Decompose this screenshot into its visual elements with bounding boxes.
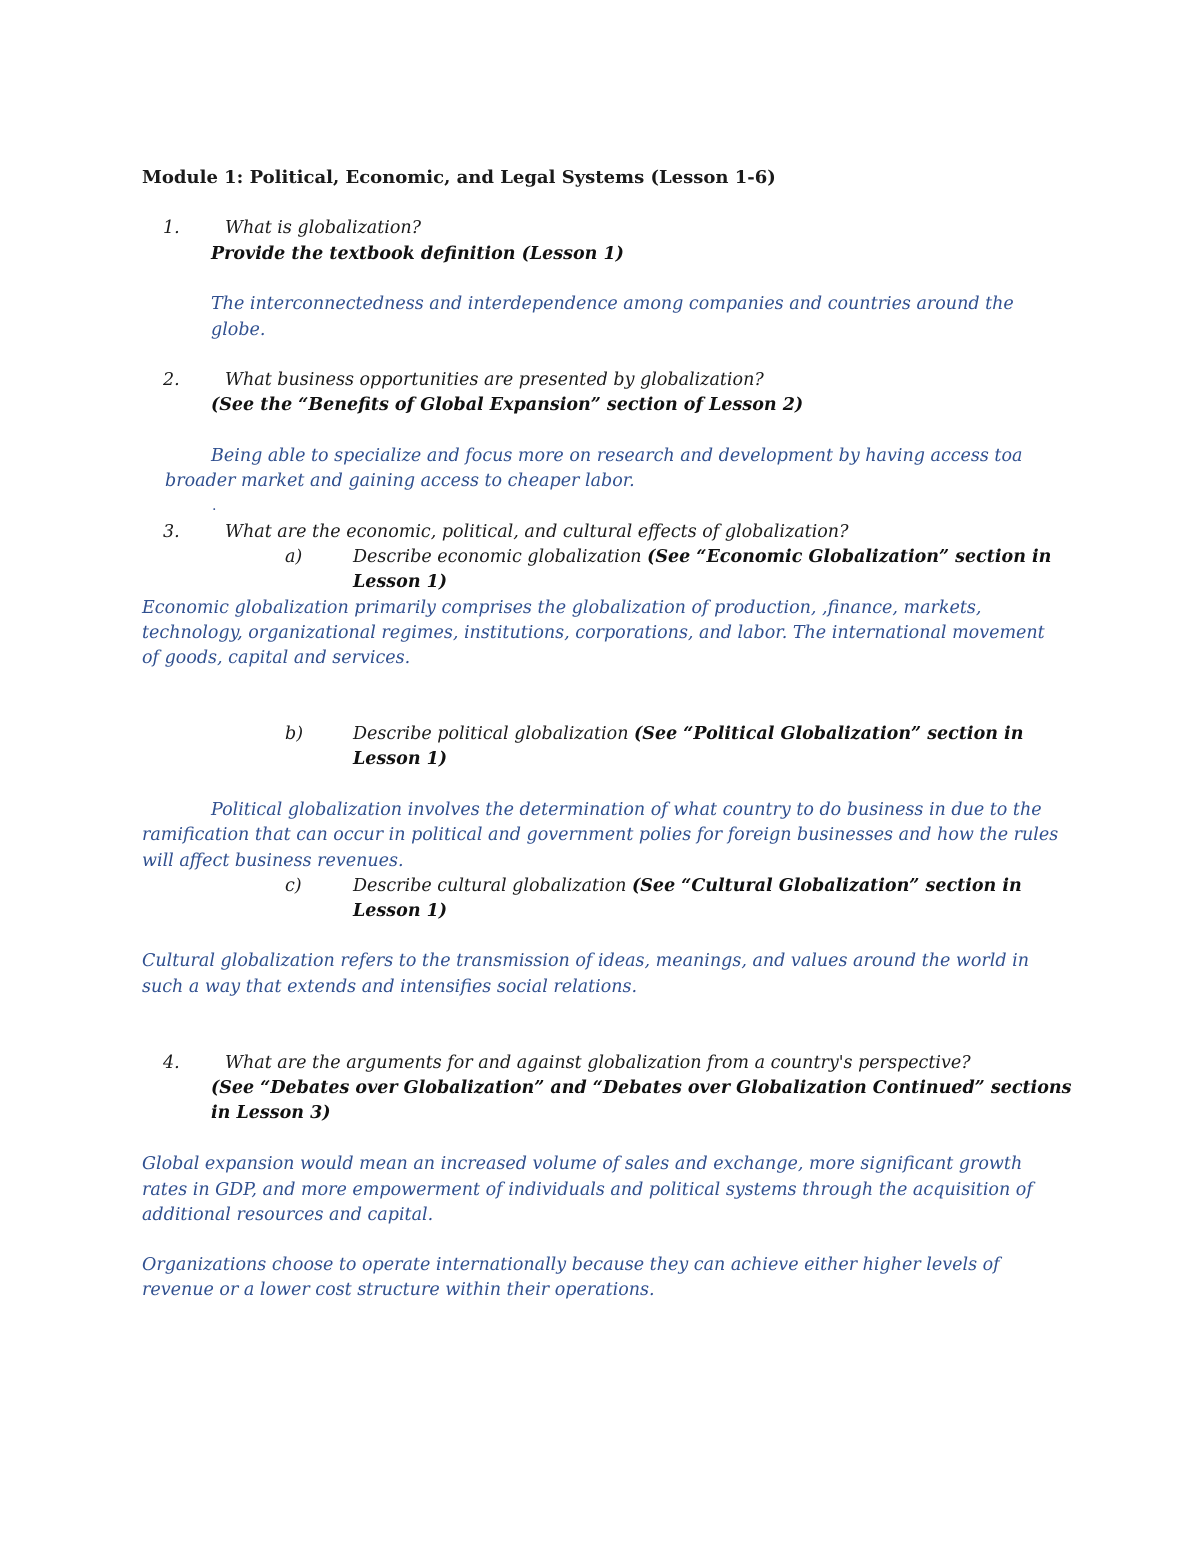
question-1-answer-line: The interconnectedness and interdependence among companies and countries around the (211, 294, 1014, 314)
subquestion-label: a) (285, 547, 303, 567)
document-title: Module 1: Political, Economic, and Legal Systems (Lesson 1-6) (142, 167, 776, 188)
subquestion-hint: (See “Economic Globalization” section in (647, 547, 1052, 567)
subquestion-text: Describe economic globalization (353, 547, 648, 567)
subquestion-a (285, 545, 1051, 569)
question-2-answer-line: Being able to specialize and focus more on research and development by having access toa (211, 446, 1023, 466)
subquestion-label: c) (285, 876, 302, 896)
question-4-answer-line: additional resources and capital. (142, 1205, 434, 1225)
subquestion-b-answer-line: Political globalization involves the determination of what country to do business in due to the (211, 800, 1042, 820)
question-number: 1. (163, 218, 180, 238)
subquestion-hint: (See “Political Globalization” section in (634, 724, 1024, 744)
question-4-answer-line: Organizations choose to operate internationally because they can achieve either higher levels of (142, 1255, 1000, 1275)
question-2-answer-line: broader market and gaining access to cheaper labor. (165, 471, 635, 491)
subquestion-b-answer-line: ramification that can occur in political and government polies for foreign businesses and how the rules (142, 825, 1059, 845)
subquestion-c (285, 874, 1022, 898)
question-1 (163, 216, 421, 240)
question-4-answer-line: Global expansion would mean an increased volume of sales and exchange, more significant growth (142, 1154, 1023, 1174)
subquestion-b (285, 722, 1023, 746)
question-2-hint: (See the “Benefits of Global Expansion” section of Lesson 2) (211, 395, 804, 415)
question-number: 3. (163, 522, 180, 542)
subquestion-b-answer-line: will affect business revenues. (142, 851, 404, 871)
subquestion-c-answer-line: Cultural globalization refers to the transmission of ideas, meanings, and values around the world in (142, 951, 1029, 971)
question-text: What are the arguments for and against globalization from a country's perspective? (225, 1053, 971, 1073)
subquestion-a-answer-line: Economic globalization primarily comprises the globalization of production, ,finance, markets, (142, 598, 982, 618)
question-4-answer-line: rates in GDP, and more empowerment of individuals and political systems through the acquisition of (142, 1180, 1033, 1200)
subquestion-a-answer-line: of goods, capital and services. (142, 648, 411, 668)
subquestion-a-answer-line: technology, organizational regimes, institutions, corporations, and labor. The international movement (142, 623, 1045, 643)
subquestion-hint: (See “Cultural Globalization” section in (632, 876, 1022, 896)
subquestion-hint-continued: Lesson 1) (353, 572, 448, 592)
subquestion-text: Describe political globalization (353, 724, 635, 744)
question-4-hint: in Lesson 3) (211, 1103, 331, 1123)
question-number: 2. (163, 370, 180, 390)
question-3 (163, 520, 848, 544)
question-4 (163, 1051, 971, 1075)
stray-mark: . (212, 498, 217, 514)
subquestion-label: b) (285, 724, 304, 744)
question-text: What business opportunities are presented by globalization? (225, 370, 764, 390)
question-4-hint: (See “Debates over Globalization” and “Debates over Globalization Continued” sections (211, 1078, 1072, 1098)
subquestion-hint-continued: Lesson 1) (353, 749, 448, 769)
question-number: 4. (163, 1053, 180, 1073)
question-1-hint: Provide the textbook definition (Lesson 1) (211, 244, 624, 264)
subquestion-text: Describe cultural globalization (353, 876, 633, 896)
question-1-answer-line: globe. (211, 320, 266, 340)
question-4-answer-line: revenue or a lower cost structure within their operations. (142, 1280, 655, 1300)
question-2 (163, 368, 764, 392)
question-text: What are the economic, political, and cultural effects of globalization? (225, 522, 849, 542)
subquestion-hint-continued: Lesson 1) (353, 901, 448, 921)
subquestion-c-answer-line: such a way that extends and intensifies social relations. (142, 977, 638, 997)
question-text: What is globalization? (225, 218, 422, 238)
